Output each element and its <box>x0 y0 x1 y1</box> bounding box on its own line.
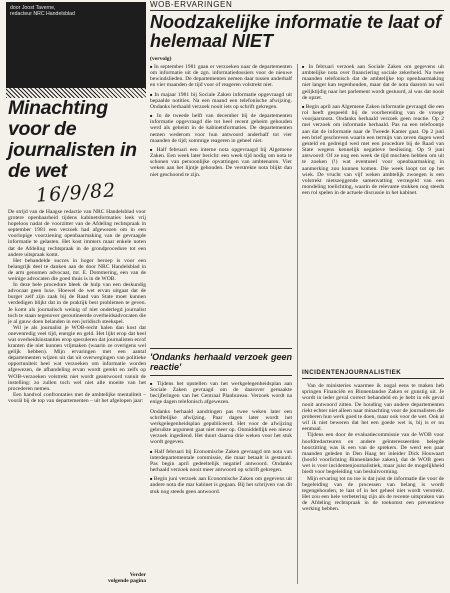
left-paragraph: De strijd van de Haagse redactie van NRC Handelsblad voor grotere openbaarheid tijdens kabinetsformaties leek vrij hopeloos nadat de voorzitter van de Afdeling rechtspraak in september 1981 een verzoek had afgewezen om in een voorlopige voorziening openbaarmaking van de gevraagde informatie te gelasten. Het kost immers maar enkele noten dat de Afdeling rechtspraak in de grondprocedure tot een andere uitspraak komt. <box>8 209 146 258</box>
continued-notice <box>108 572 146 584</box>
right-column-bottom <box>302 383 444 583</box>
body-paragraph: Tijdens een door de evaluatiecommissie van de WOB voor hoofdredacteuren en andere geïnteresseerden belegde hoorzitting was ik een van de sprekers. De werd een paar maanden geleden in Den Haag ter inleider Dick Houwaart (hoofd voorlichting Binnenlandse zaken), dat de WOB geen wet is voor incidentenjournalistiek, maar juist de mogelijkheid biedt voor begeleiding van besluitvorming. <box>302 432 444 476</box>
incident-item: ■ In februari verzoek aan Sociale Zaken om gegevens uit ambtelijke nota over financiering sociale zekerheid. Na twee maanden telefonisch dat de ambtelijke top openbaarmaking niet langer kan tegenhouden, maar dat de nota daarom nu wel gelijktijdig naar het parlement wordt gestuurd, al was dat nooit de opzet. <box>302 64 444 101</box>
right-column <box>302 64 444 584</box>
left-paragraph: Het behandelde succes in hoger beroep is voor een belangrijk deel te danken aan de door NRC Handelsblad in de arm genomen advocaat, mr. E. Dommering, een van de weinige advocaten die goed thuis is in de WOB. <box>8 257 146 283</box>
section-kicker: WOB-ERVARINGEN <box>150 0 233 9</box>
byline-author: door Joost Taverne, <box>10 5 56 11</box>
left-paragraph: Een handvol confrontaties met de ambtelijke mentaliteit – voorál bij de top van departementen – uit het afgelopen jaar: <box>8 391 146 404</box>
body-paragraph: Van de ministeries waarmee ik nogal eens te maken heb springen Financiën en Binnenlandse Zaken er gunstig uit. Je wordt in ieder geval correct behandeld en je hebt in elk geval nooit antwoord zitten. De houding van andere departementen riekt echter niet alleen naar minachting voor de journalisten die proberen hun werk goed te doen, maar ook voor de wet. Ook al wil ik niet beweren dat het een goede wet is, bij is er nu eenmaal. <box>302 383 444 433</box>
handwritten-date: 16/9/82 <box>35 179 117 207</box>
continued-sub: volgende pagina <box>107 578 146 584</box>
byline-box <box>6 2 146 90</box>
incident-item: ■ Half februari een interne nota opgevraagd bij Algemene Zaken. Een week later bericht: een week tijd nodig om nota te schonen van persoonlijke opvattingen van ambtenaren. Vier weken aan het lijntje gehouden. De verstrekte nota blijkt dan niet geschoond te zijn. <box>150 147 292 178</box>
middle-column-top <box>150 64 292 342</box>
middle-column <box>150 64 292 584</box>
incident-item: ■ In de tweede helft van december bij de departementen informatie opgevraagd die tot heel recent geheim gehouden werd als geheim in de kabinetsformaties. De departementen nemen wederom voor hun antwoord anderhalf tot vier maanden de tijd; sommige reageren in geheel niet. <box>150 113 292 144</box>
incident-item: Ondanks herhaald aandringen pas twee weken later een schriftelijke afwijzing. Paar dagen later wordt het werkgelegenheidsplan gepubliceerd. Het voor de afwijzing gebruikte argument gaat niet meer op. Onmiddellijk een nieuw verzoek ingediend. Het duurt daarna drie weken voor het stuk wordt gegeven. <box>150 408 292 446</box>
left-paragraph: Wil je als journalist je WOB-recht halen dan kost dat onevenredig veel tijd, energie en geld. Het lijkt erop dat heel wat overheidsinstanties erop speculeren dat journalisten en/of kranten die niet kunnen vrijmaken (waarin ze overigens wel gelijk hebben). Mijn ervaringen met een aantal departementen wijzen uit dat uit overwegingen van politieke opportuniteit heel wat verzoeken om informatie worden afgewezen, de afhandeling ervan wordt gerekt en zelfs op WOB-verzoeken volstrekt niet wordt geantwoord vanuit de instelling: zo zullen toch wel niet alle moeite van het procederen nemen. <box>8 324 146 392</box>
incident-item: ■ Begin april aan Algemene Zaken informatie gevraagd die een rol heeft gespeeld bij de voorbereiding van de vroege voorjaarsnota. Ondanks herhaald verzoek geen reactie. Op 2 mei verzoek om informatie herhaald. Pas na een telefoontje aan dat de informatie naar de Tweede Kamer gaat. Op 2 juni een brief geschreven waarin een termijn van zeven dagen werd gesteld en gedreigd wed met een procedure bij de Raad van State wegens kennelijk negatieve beslissing. Op 9 juni antwoord: Of ze nog een week de tijd mochten hebben om uit te zoeken (!) wat eventueel voor openbaarmaking in aanmerking zou kunnen komen. Die week loopt tot op het wiek. De vrucht van vijf weken ambtelijk zwoegen is een volstrekt nietszeggende samenvatting verzegeld van een mondeling toelichting, waarin de relevante stukken nog steeds een rol spelen in de actuele discussie in het kabinet. <box>302 104 444 196</box>
section-subhead: INCIDENTENJOURNALISTIEK <box>302 370 444 379</box>
incident-item: ■ Begin juni verzoek aan Economische Zaken om gegevens uit andere nota die mar kabinet is gegaan. Bij het schrijven van dit stuk nog steeds geen antwoord. <box>150 476 292 494</box>
incident-item: ■ Half februari bij Economische Zaken gevraagd om nota van interdepartementale commissie, die maar betaalt is gestuurd. Pas begin april gedeeltelijk negatief antwoord. Ondanks herhaald verzoek nooit meer antwoord op schrift gekregen. <box>150 449 292 474</box>
pull-quote: 'Ondanks herhaald verzoek geen reactie' <box>150 348 292 376</box>
left-paragraph: In deze hele procedure bleek de hulp van een deskundig advocaat geen luxe. Hoewel de wet ervan uitgaat dat de burger zelf zijn zaak bij de Raad van State moet kunnen verdedigen blijkt dat in de praktijk best problemen te geven. Je komt als journalisch weinig of niet onderlegd journalist toch te staan tegenover geroutineerde overheidsadvocaten die je al gauw doen belanden in een juridisch steekspel. <box>8 282 146 325</box>
middle-column-bottom <box>150 381 292 584</box>
right-column-top <box>302 64 444 364</box>
column-divider <box>297 64 298 584</box>
incident-item: ■ In majaar 1981 bij Sociale Zaken informatie opgevraagd uit bepaalde notities. Na een maand een telefonische afwijzing. Ondanks herhaald verzoek nooit iets op schrift gekregen. <box>150 92 292 110</box>
left-article-body <box>8 209 146 569</box>
left-article-column <box>6 2 146 588</box>
continued-label: Verder <box>129 572 146 578</box>
vervolg-label: (vervolg) <box>150 56 172 62</box>
byline-role: redacteur NRC Handelsblad <box>10 11 75 17</box>
body-paragraph: Mijn ervaring tot nu toe is dat juist de informatie die voor de begeleiding van de processen van belang is wordt tegengehouden, te laat of in het geheel niet wordt verstrekt. Het zou een hele verbetering zijn als de recente uitspraken van de Afdeling rechtspraak in de toekomst een preventieve werking hebben. <box>302 475 444 513</box>
kicker-rule <box>150 10 444 11</box>
main-headline: Noodzakelijke informatie te laat of helemaal NIET <box>150 12 442 51</box>
incident-item: ■ Tijdens het opstellen van het werkgelegenheidsplan aan Sociale Zaken gevraagd om de daarover gemaakte becijferingen van het Centraal Planbureau. Verzoek wordt na enige dagen telefonisch afgewezen. <box>150 381 292 406</box>
left-headline: Minachting voor de journalisten in de wet <box>8 97 137 182</box>
incident-item: ■ In september 1981 gaan er verzoeken naar de departementen om informatie uit de zgn. informatiedossiers voor de nieuwe bewindslieden. De departementen nemen daar tussen anderhalf en vier maanden de tijd voor of reageren volstrekt niet. <box>150 64 292 89</box>
